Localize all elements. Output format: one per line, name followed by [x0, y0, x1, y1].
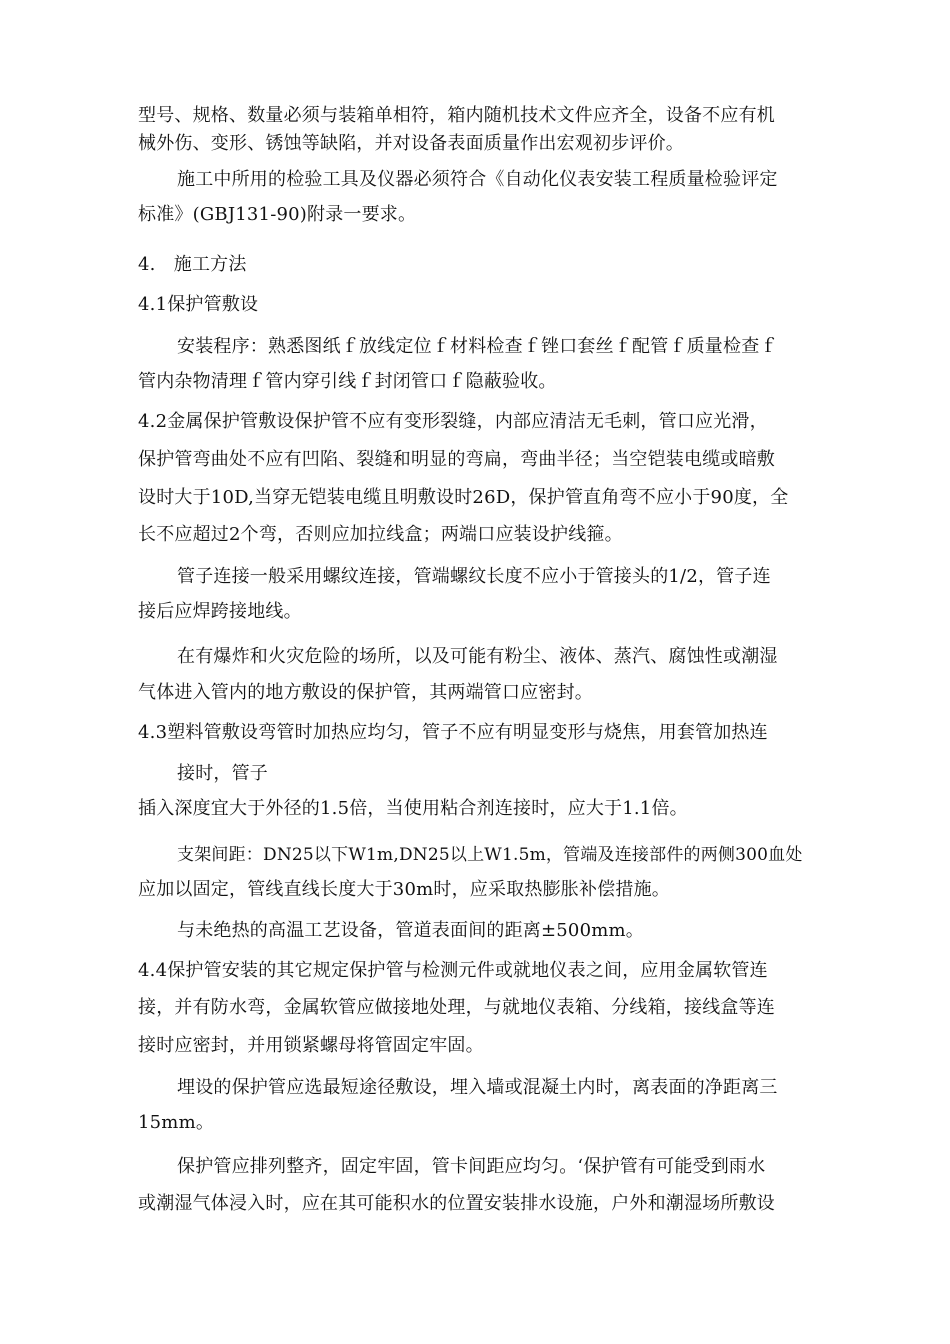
section-heading: 4. 施工方法: [138, 254, 247, 275]
text-line: 管内杂物清理ｆ管内穿引线ｆ封闭管口ｆ隐蔽验收。: [138, 371, 557, 392]
text-line: 气体进入管内的地方敷设的保护管，其两端管口应密封。: [138, 682, 593, 703]
text-line: 设时大于10D,当穿无铠装电缆且明敷设时26D，保护管直角弯不应小于90度，全: [138, 487, 789, 508]
text-line: 保护管应排列整齐，固定牢固，管卡间距应均匀。‘保护管有可能受到雨水: [177, 1156, 766, 1177]
subsection-heading: 4.1保护管敷设: [138, 294, 259, 315]
text-line: 15mm。: [138, 1112, 215, 1133]
text-line: 接时应密封，并用锁紧螺母将管固定牢固。: [138, 1035, 484, 1056]
text-line: 长不应超过2个弯，否则应加拉线盒；两端口应装设护线箍。: [138, 524, 623, 545]
text-line: 接时，管子: [177, 763, 268, 784]
text-line: 与未绝热的高温工艺设备，管道表面间的距离±500mm。: [177, 920, 644, 941]
text-line: 接，并有防水弯，金属软管应做接地处理，与就地仪表箱、分线箱，接线盒等连: [138, 997, 775, 1018]
text-line: 在有爆炸和火灾危险的场所，以及可能有粉尘、液体、蒸汽、腐蚀性或潮湿: [177, 646, 778, 667]
text-line: 插入深度宜大于外径的1.5倍，当使用粘合剂连接时，应大于1.1倍。: [138, 798, 688, 819]
text-line: 械外伤、变形、锈蚀等缺陷，并对设备表面质量作出宏观初步评价。: [138, 133, 684, 154]
text-line: 管子连接一般采用螺纹连接，管端螺纹长度不应小于管接头的1/2，管子连: [177, 566, 771, 587]
text-line: 4.3塑料管敷设弯管时加热应均匀，管子不应有明显变形与烧焦，用套管加热连: [138, 722, 768, 743]
text-line: 保护管弯曲处不应有凹陷、裂缝和明显的弯扁，弯曲半径；当空铠装电缆或暗敷: [138, 449, 775, 470]
text-line: 接后应焊跨接地线。: [138, 601, 302, 622]
text-line: 标准》(GBJ131-90)附录一要求。: [138, 204, 417, 225]
text-line: 埋设的保护管应选最短途径敷设，埋入墙或混凝土内时，离表面的净距离三: [177, 1077, 778, 1098]
text-line: 或潮湿气体浸入时，应在其可能积水的位置安装排水设施，户外和潮湿场所敷设: [138, 1193, 775, 1214]
text-line: 支架间距：DN25以下W1m,DN25以上W1.5m，管端及连接部件的两侧300血处: [177, 845, 803, 865]
text-line: 应加以固定，管线直线长度大于30m时，应采取热膨胀补偿措施。: [138, 879, 670, 900]
text-line: 施工中所用的检验工具及仪器必须符合《自动化仪表安装工程质量检验评定: [177, 169, 778, 190]
text-line: 安装程序：熟悉图纸ｆ放线定位ｆ材料检查ｆ锉口套丝ｆ配管ｆ质量检查ｆ: [177, 336, 778, 357]
text-line: 型号、规格、数量必须与装箱单相符，箱内随机技术文件应齐全，设备不应有机: [138, 105, 775, 126]
text-line: 4.2金属保护管敷设保护管不应有变形裂缝，内部应清洁无毛刺，管口应光滑，: [138, 411, 768, 432]
text-line: 4.4保护管安装的其它规定保护管与检测元件或就地仪表之间，应用金属软管连: [138, 960, 768, 981]
